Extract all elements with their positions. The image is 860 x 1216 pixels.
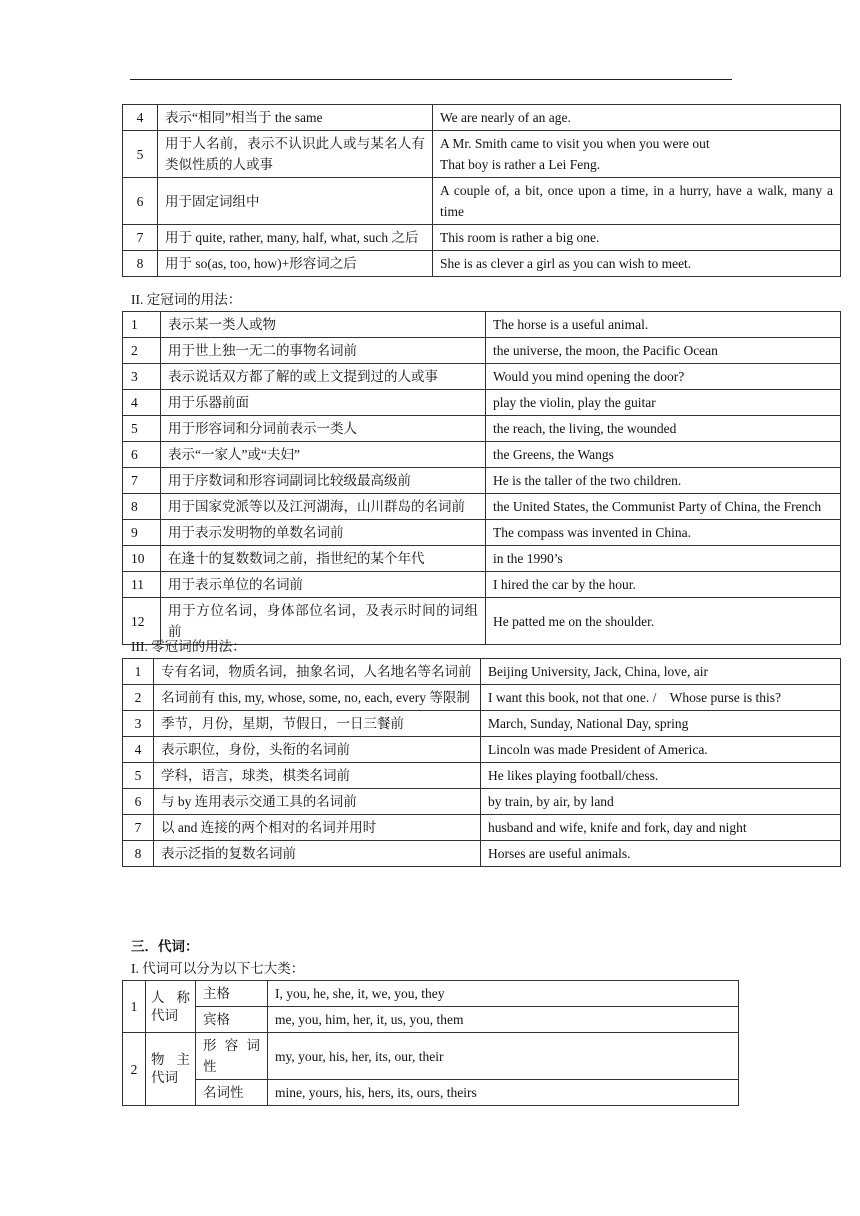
row-number: 1 [123, 312, 161, 338]
example-cell: the universe, the moon, the Pacific Ocean [486, 338, 841, 364]
example-cell: The compass was invented in China. [486, 520, 841, 546]
example-cell [433, 131, 841, 178]
table-row [123, 364, 841, 390]
table-row [123, 131, 841, 178]
usage-cell: 用于乐器前面 [161, 390, 486, 416]
row-number: 3 [123, 364, 161, 390]
usage-cell: 用于固定词组中 [158, 178, 433, 225]
definite-article-table [122, 311, 841, 645]
row-number: 6 [123, 178, 158, 225]
usage-cell: 与 by 连用表示交通工具的名词前 [154, 789, 481, 815]
row-number: 3 [123, 711, 154, 737]
example-cell: The horse is a useful animal. [486, 312, 841, 338]
example-cell: March, Sunday, National Day, spring [481, 711, 841, 737]
example-cell: A couple of, a bit, once upon a time, in a hurry, have a walk, many a time [433, 178, 841, 225]
example-cell: the Greens, the Wangs [486, 442, 841, 468]
example-line: A Mr. Smith came to visit you when you were out [440, 136, 710, 151]
row-number: 6 [123, 442, 161, 468]
row-number: 1 [123, 659, 154, 685]
example-cell: the United States, the Communist Party of China, the French [486, 494, 841, 520]
table-row [123, 494, 841, 520]
example-cell: I want this book, not that one. / Whose purse is this? [481, 685, 841, 711]
usage-cell: 季节，月份，星期，节假日，一日三餐前 [154, 711, 481, 737]
case-cell: 宾格 [196, 1007, 268, 1033]
example-cell: He likes playing football/chess. [481, 763, 841, 789]
definite-article-heading: II. 定冠词的用法： [131, 292, 242, 307]
table-row [123, 251, 841, 277]
pronoun-types-heading: I. 代词可以分为以下七大类： [131, 961, 305, 976]
row-number: 5 [123, 763, 154, 789]
usage-cell: 用于国家党派等以及江河湖海，山川群岛的名词前 [161, 494, 486, 520]
group-number: 1 [123, 981, 146, 1033]
table-row [123, 685, 841, 711]
example-cell: I hired the car by the hour. [486, 572, 841, 598]
table-row [123, 1033, 739, 1080]
table-row [123, 981, 739, 1007]
table-row [123, 763, 841, 789]
row-number: 6 [123, 789, 154, 815]
usage-cell: 用于序数词和形容词副词比较级最高级前 [161, 468, 486, 494]
table-row [123, 416, 841, 442]
zero-article-table [122, 658, 841, 867]
zero-article-heading: III. 零冠词的用法： [131, 639, 246, 654]
example-line: That boy is rather a Lei Feng. [440, 157, 601, 172]
case-cell: 主格 [196, 981, 268, 1007]
row-number: 7 [123, 468, 161, 494]
table-row [123, 225, 841, 251]
usage-cell: 用于方位名词，身体部位名词，及表示时间的词组前 [161, 598, 486, 645]
example-cell: play the violin, play the guitar [486, 390, 841, 416]
example-cell: husband and wife, knife and fork, day and night [481, 815, 841, 841]
row-number: 4 [123, 390, 161, 416]
group-number: 2 [123, 1033, 146, 1106]
row-number: 5 [123, 416, 161, 442]
usage-cell: 用于世上独一无二的事物名词前 [161, 338, 486, 364]
table-row [123, 711, 841, 737]
usage-cell: 用于 quite, rather, many, half, what, such 之后 [158, 225, 433, 251]
row-number: 8 [123, 841, 154, 867]
table-row [123, 572, 841, 598]
row-number: 7 [123, 815, 154, 841]
table-row [123, 546, 841, 572]
usage-cell: 在逢十的复数数词之前，指世纪的某个年代 [161, 546, 486, 572]
row-number: 8 [123, 251, 158, 277]
usage-cell: 以 and 连接的两个相对的名词并用时 [154, 815, 481, 841]
usage-cell: 表示泛指的复数名词前 [154, 841, 481, 867]
table-row [123, 1080, 739, 1106]
table-row [123, 789, 841, 815]
usage-cell: 表示“一家人”或“夫妇” [161, 442, 486, 468]
table-row [123, 105, 841, 131]
case-cell: 名词性 [196, 1080, 268, 1106]
row-number: 2 [123, 685, 154, 711]
usage-cell: 学科，语言，球类，棋类名词前 [154, 763, 481, 789]
example-cell: Would you mind opening the door? [486, 364, 841, 390]
forms-cell: me, you, him, her, it, us, you, them [268, 1007, 739, 1033]
pronoun-table [122, 980, 739, 1106]
row-number: 10 [123, 546, 161, 572]
forms-cell: I, you, he, she, it, we, you, they [268, 981, 739, 1007]
pronoun-type: 人 称 代词 [146, 981, 196, 1033]
case-cell: 形 容 词性 [196, 1033, 268, 1080]
example-cell: She is as clever a girl as you can wish to meet. [433, 251, 841, 277]
row-number: 12 [123, 598, 161, 645]
header-rule [130, 79, 732, 80]
table-row [123, 815, 841, 841]
usage-cell: 表示“相同”相当于 the same [158, 105, 433, 131]
example-cell: by train, by air, by land [481, 789, 841, 815]
row-number: 11 [123, 572, 161, 598]
table-row [123, 468, 841, 494]
row-number: 8 [123, 494, 161, 520]
table-row [123, 737, 841, 763]
table-row [123, 520, 841, 546]
usage-cell: 表示职位，身份，头衔的名词前 [154, 737, 481, 763]
example-cell: Horses are useful animals. [481, 841, 841, 867]
usage-cell: 用于 so(as, too, how)+形容词之后 [158, 251, 433, 277]
usage-cell: 表示某一类人或物 [161, 312, 486, 338]
usage-cell: 表示说话双方都了解的或上文提到过的人或事 [161, 364, 486, 390]
usage-cell: 用于形容词和分词前表示一类人 [161, 416, 486, 442]
table-row [123, 338, 841, 364]
example-cell: He is the taller of the two children. [486, 468, 841, 494]
usage-cell: 用于表示发明物的单数名词前 [161, 520, 486, 546]
usage-cell: 名词前有 this, my, whose, some, no, each, every 等限制 [154, 685, 481, 711]
row-number: 4 [123, 737, 154, 763]
row-number: 2 [123, 338, 161, 364]
table-row [123, 390, 841, 416]
row-number: 5 [123, 131, 158, 178]
row-number: 9 [123, 520, 161, 546]
table-row [123, 442, 841, 468]
table-row [123, 841, 841, 867]
row-number: 4 [123, 105, 158, 131]
table-row [123, 1007, 739, 1033]
table-row [123, 659, 841, 685]
pronoun-type: 物 主 代词 [146, 1033, 196, 1106]
example-cell: the reach, the living, the wounded [486, 416, 841, 442]
forms-cell: my, your, his, her, its, our, their [268, 1033, 739, 1080]
row-number: 7 [123, 225, 158, 251]
table-row [123, 312, 841, 338]
example-cell: This room is rather a big one. [433, 225, 841, 251]
usage-cell: 专有名词，物质名词，抽象名词，人名地名等名词前 [154, 659, 481, 685]
example-cell: Beijing University, Jack, China, love, air [481, 659, 841, 685]
usage-cell: 用于人名前，表示不认识此人或与某名人有类似性质的人或事 [158, 131, 433, 178]
indefinite-article-table [122, 104, 841, 277]
example-cell: We are nearly of an age. [433, 105, 841, 131]
example-cell: He patted me on the shoulder. [486, 598, 841, 645]
example-cell: in the 1990’s [486, 546, 841, 572]
pronoun-section-title: 三．代词： [131, 939, 199, 954]
usage-cell: 用于表示单位的名词前 [161, 572, 486, 598]
forms-cell: mine, yours, his, hers, its, ours, theirs [268, 1080, 739, 1106]
example-cell: Lincoln was made President of America. [481, 737, 841, 763]
table-row [123, 178, 841, 225]
